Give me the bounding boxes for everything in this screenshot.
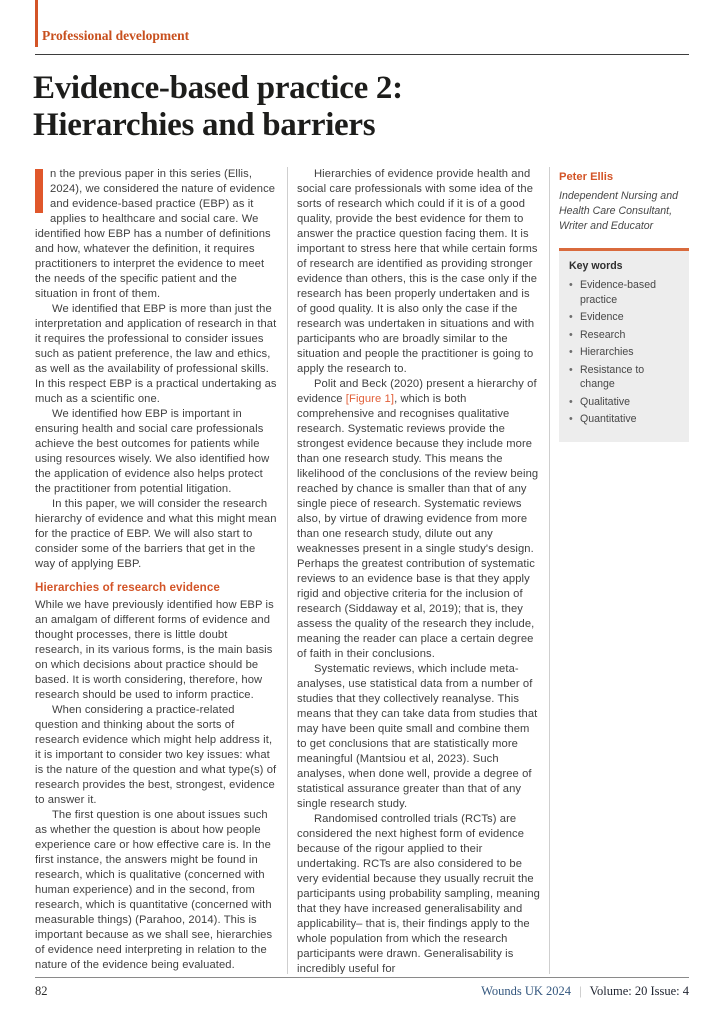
column-divider: [549, 167, 550, 974]
author-name: Peter Ellis: [559, 171, 614, 183]
keyword-item: • Evidence-based practice: [569, 278, 679, 307]
footer-journal-info: [481, 984, 689, 999]
section-kicker: Professional development: [42, 28, 190, 43]
paragraph: Randomised controlled trials (RCTs) are considered the next highest form of evidence because of the rigour applied to their undertaking. RCTs are also considered to be very evidential because they usually recruit the participants using probability sampling, meaning that they have increased generalisability and applicability– that is, their findings apply to the whole population from which the research participants were drawn. Generalisability is incredibly useful for: [297, 813, 540, 974]
paragraph-text: Polit and Beck (2020) present a hierarchy of evidence: [297, 378, 537, 405]
paragraph: While we have previously identified how EBP is an amalgam of different forms of evidence and thought processes, there is little doubt research, in its various forms, is the main basis on which decisions about practice should be based. It is worth considering, therefore, how research should be used to inform practice.: [35, 599, 274, 701]
author-bio: Independent Nursing and Health Care Consultant, Writer and Educator: [559, 190, 678, 232]
paragraph: In this paper, we will consider the research hierarchy of evidence and what this might mean for the practice of EBP. We will also start to consider some of the barriers that get in the way of applying EBP.: [35, 498, 277, 570]
keyword-item: • Resistance to change: [569, 363, 679, 392]
article-body: [35, 167, 689, 974]
page-footer: [35, 977, 689, 999]
paragraph: When considering a practice-related question and thinking about the sorts of research evidence which might help address it, it is important to consider two key issues: what is the nature of the question and what type(s) of research provides the best, strongest, evidence to answer it.: [35, 704, 277, 806]
keyword-item: • Hierarchies: [569, 345, 679, 360]
article-title-line1: Evidence-based practice 2:: [33, 70, 403, 106]
paragraph: Systematic reviews, which include meta-analyses, use statistical data from a number of studies that they collectively reanalyse. This means that they can take data from studies that may have been quite small and combine them to get conclusions that are statistically more meaningful (Mantsiou et al, 2023). Such analyses, when done well, provide a degree of statistical assurance greater than that of any single research study.: [297, 663, 538, 810]
article-title: [33, 70, 403, 144]
sidebar: [559, 167, 689, 974]
keyword-item: • Research: [569, 328, 679, 343]
header-rule: [35, 54, 689, 55]
column-1: [35, 167, 278, 974]
footer-separator: |: [579, 984, 582, 998]
paragraph: [297, 377, 540, 662]
journal-name: Wounds UK 2024: [481, 984, 572, 998]
column-divider: [287, 167, 288, 974]
paragraph: We identified that EBP is more than just the interpretation and application of research in that it requires the professional to consider issues such as patient preference, the law and ethics, as well as the availability of professional skills. In this respect EBP is a practical undertaking as much as a scientific one.: [35, 303, 277, 405]
keywords-title: Key words: [569, 260, 623, 272]
paragraph: We identified how EBP is important in ensuring health and social care professionals achieve the best outcomes for patients while using resources wisely. We also identified how the application of evidence also helps protect the practitioner from potential litigation.: [35, 408, 270, 495]
figure-1-reference[interactable]: [Figure 1]: [345, 393, 395, 405]
column-2: [297, 167, 540, 974]
keyword-item: • Evidence: [569, 310, 679, 325]
keywords-box: [559, 248, 689, 442]
article-title-line2: Hierarchies and barriers: [33, 107, 376, 143]
paragraph: The first question is one about issues such as whether the question is about how people experience care or how effective care is. In the first instance, the answers might be found in research, which is qualitative (concerned with human experience) and in the second, from research, which is quantitative (concerned with measurable things) (Parahoo, 2014). This is important because as we shall see, hierarchies of evidence need interpreting in relation to the nature of the evidence being evaluated.: [35, 809, 273, 971]
paragraph: Hierarchies of evidence provide health and social care professionals with some idea of the sorts of research which could if it is of a good quality, provide the best evidence for them to answer the practice question facing them. It is important to stress here that while certain forms of research are identified as providing stronger evidence than others, this is the case only if the research has been properly undertaken and is of good quality. It is also only the case if the research was undertaken in situations and with participants who are broadly similar to the situation and people the practitioner is going to apply the research to.: [297, 168, 538, 375]
keywords-list: [569, 278, 679, 427]
accent-bar: [35, 0, 38, 47]
volume-issue: Volume: 20 Issue: 4: [589, 984, 689, 998]
paragraph-text: , which is both comprehensive and recognises qualitative research. Systematic reviews provide the strongest evidence because they include more than one research study. This means the likelihood of the conclusions of the review being reached by chance is smaller than that of any single piece of research. Systematic reviews also, by virtue of drawing evidence from more than one research study, dilute out any weaknesses present in a single study's design. Perhaps the greatest contribution of systematic reviews to an evidence base is that they apply rigid and objective criteria for the inclusion of research (Siddaway et al, 2019); that is, they assess the quality of the research they include, meaning the reader can place a certain degree of faith in their conclusions.: [297, 393, 539, 660]
drop-cap: [35, 169, 43, 213]
keyword-item: • Qualitative: [569, 395, 679, 410]
page-number: 82: [35, 984, 48, 998]
keyword-item: • Quantitative: [569, 412, 679, 427]
paragraph-text: n the previous paper in this series (Ellis, 2024), we considered the nature of evidence and evidence-based practice (EBP) as it applies to healthcare and social care. We identified how EBP has a number of definitions and how, whatever the definition, it requires practitioners to interpret the evidence to meet the needs of the specific patient and the situation in front of them.: [35, 168, 276, 300]
paragraph: [35, 167, 278, 302]
section-heading: Hierarchies of research evidence: [35, 581, 220, 594]
